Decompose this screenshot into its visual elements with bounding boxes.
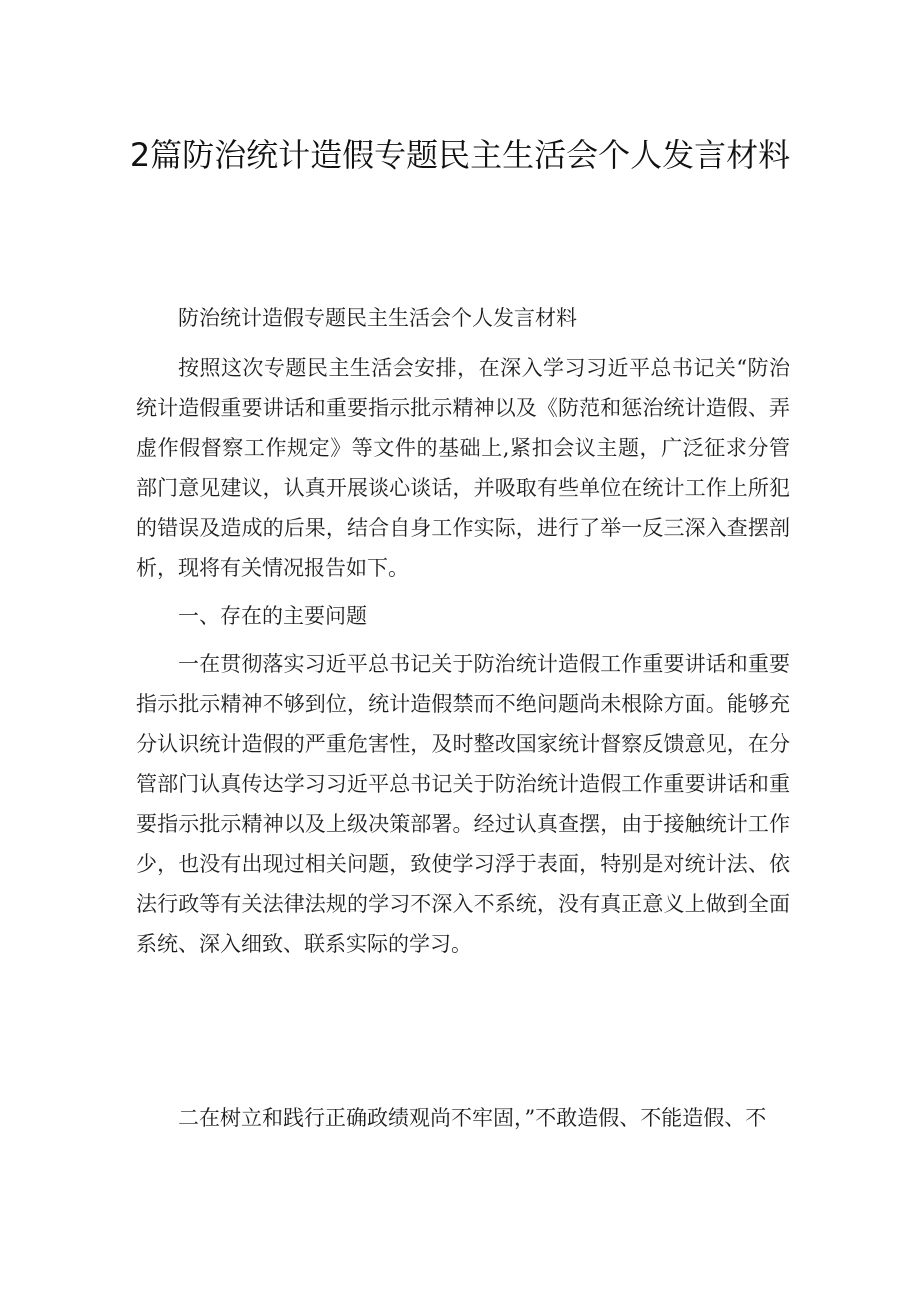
paragraph-subtitle: 防治统计造假专题民主生活会个人发言材料 bbox=[178, 306, 577, 330]
document-title: 2篇防治统计造假专题民主生活会个人发言材料 bbox=[129, 136, 791, 174]
paragraph-issue-one: 一在贯彻落实习近平总书记关于防治统计造假工作重要讲话和重要指示批示精神不够到位，统计造假禁而不绝问题尚未根除方面。能够充分认识统计造假的严重危害性，及时整改国家统计督察反馈意见，在分管部门认真传达学习习近平总书记关于防治统计造假工作重要讲话和重要指示批示精神以及上级决策部署。经过认真查摆，由于接触统计工作少，也没有出现过相关问题，致使学习浮于表面，特别是对统计法、依法行政等有关法律法规的学习不深入不系统，没有真正意义上做到全面系统、深入细致、联系实际的学习。 bbox=[136, 652, 790, 956]
document-body bbox=[136, 298, 790, 964]
paragraph-intro: 按照这次专题民主生活会安排，在深入学习习近平总书记关“防治统计造假重要讲话和重要指示批示精神以及《防范和惩治统计造假、弄虚作假督察工作规定》等文件的基础上,紧扣会议主题，广泛征求分管部门意见建议，认真开展谈心谈话，并吸取有些单位在统计工作上所犯的错误及造成的后果，结合自身工作实际，进行了举一反三深入查摆剖析，现将有关情况报告如下。 bbox=[136, 356, 790, 580]
paragraph-issue-two: 二在树立和践行正确政绩观尚不牢固，”不敢造假、不能造假、不 bbox=[178, 1106, 767, 1130]
section-heading: 一、存在的主要问题 bbox=[178, 604, 367, 628]
document-body-continued bbox=[136, 1098, 790, 1138]
